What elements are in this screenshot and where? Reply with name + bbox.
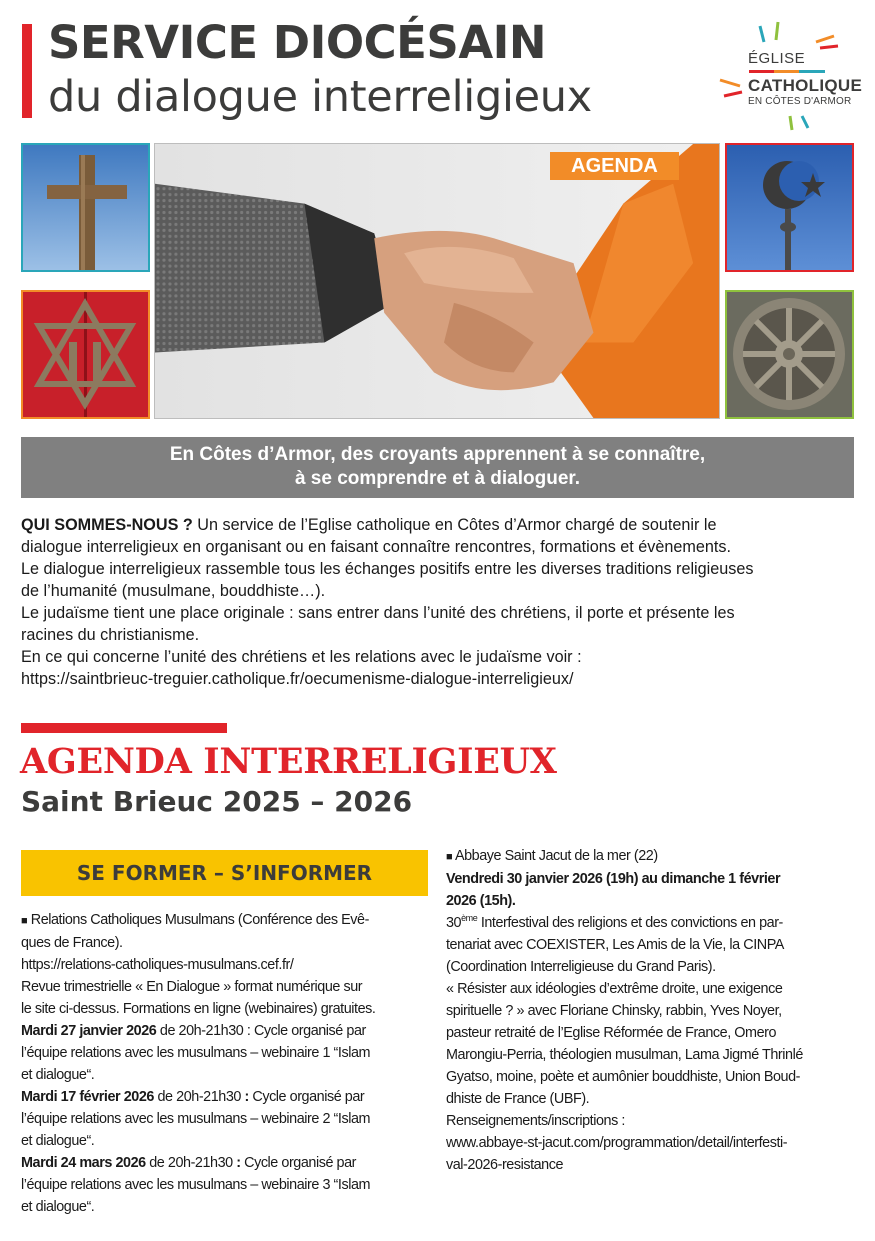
text-line: et dialogue“. (21, 1199, 95, 1215)
logo-line-2: CATHOLIQUE (748, 76, 863, 95)
text-line: Marongiu-Perria, théologien musulman, Lama Jigmé Thrinlé (446, 1047, 803, 1063)
event-date: Vendredi 30 janvier 2026 (19h) au dimanche 1 février (446, 871, 781, 887)
agenda-subtitle: Saint Brieuc 2025 – 2026 (21, 785, 413, 818)
dharma-wheel-photo (725, 290, 854, 419)
logo-line-1: ÉGLISE (748, 50, 806, 67)
text-line: ■ Abbaye Saint Jacut de la mer (22) (446, 848, 658, 864)
abbaye-link[interactable]: val-2026-resistance (446, 1157, 564, 1173)
agenda-rule (21, 723, 227, 733)
event-date: Mardi 17 février 2026 (21, 1089, 154, 1105)
text-line: Gyatso, moine, poète et aumônier bouddhiste, Union Boud- (446, 1069, 800, 1085)
square-bullet-icon: ■ (446, 851, 453, 863)
intro-line: racines du christianisme. (21, 626, 200, 644)
page-subtitle: du dialogue interreligieux (48, 72, 592, 122)
event-date: 2026 (15h). (446, 893, 516, 909)
event-line: Mardi 24 mars 2026 de 20h-21h30 : Cycle organisé par (21, 1155, 357, 1171)
text-line: ■ Relations Catholiques Musulmans (Conférence des Evê- (21, 912, 369, 928)
right-column (446, 845, 856, 1176)
text-line: l’équipe relations avec les musulmans – webinaire 3 “Islam (21, 1177, 371, 1193)
text-line: ques de France). (21, 935, 123, 951)
logo-color-line (749, 70, 825, 73)
event-line: Mardi 27 janvier 2026 de 20h-21h30 : Cycle organisé par (21, 1023, 366, 1039)
event-date: Mardi 27 janvier 2026 (21, 1023, 157, 1039)
intro-text (21, 514, 857, 690)
text-line: 30ème Interfestival des religions et des convictions en par- (446, 913, 783, 931)
cross-photo (21, 143, 150, 272)
text-line: l’équipe relations avec les musulmans – webinaire 2 “Islam (21, 1111, 371, 1127)
agenda-title: AGENDA INTERRELIGIEUX (20, 741, 557, 782)
text-line: spirituelle ? » avec Floriane Chinsky, rabbin, Yves Noyer, (446, 1003, 782, 1019)
text-line: (Coordination Interreligieuse du Grand Paris). (446, 959, 716, 975)
event-line: Mardi 17 février 2026 de 20h-21h30 : Cycle organisé par (21, 1089, 365, 1105)
intro-line: Le judaïsme tient une place originale : sans entrer dans l’unité des chrétiens, il porte et présente les (21, 604, 735, 622)
crescent-star-photo (725, 143, 854, 272)
diocese-logo (716, 20, 866, 132)
text-line: Revue trimestrielle « En Dialogue » format numérique sur (21, 979, 363, 995)
left-column (21, 909, 431, 1218)
tagline-banner (21, 437, 854, 498)
text-line: pasteur retraité de l’Eglise Réformée de France, Omero (446, 1025, 777, 1041)
text-line: et dialogue“. (21, 1133, 95, 1149)
intro-label: QUI SOMMES-NOUS ? (21, 516, 193, 534)
page-title: SERVICE DIOCÉSAIN (48, 16, 547, 69)
intro-link[interactable]: https://saintbrieuc-treguier.catholique.fr/oecumenisme-dialogue-interreligieux/ (21, 670, 574, 688)
square-bullet-icon: ■ (21, 915, 28, 927)
abbaye-link[interactable]: www.abbaye-st-jacut.com/programmation/detail/interfesti- (446, 1135, 788, 1151)
intro-line: de l’humanité (musulmane, bouddhiste…). (21, 582, 326, 600)
intro-line: Le dialogue interreligieux rassemble tous les échanges positifs entre les diverses traditions religieuses (21, 560, 754, 578)
text-line: dhiste de France (UBF). (446, 1091, 590, 1107)
section-heading: SE FORMER – S’INFORMER (21, 850, 428, 896)
intro-line: QUI SOMMES-NOUS ? Un service de l’Eglise catholique en Côtes d’Armor chargé de soutenir le (21, 516, 717, 534)
agenda-tag: AGENDA (550, 152, 679, 180)
text-line: l’équipe relations avec les musulmans – webinaire 1 “Islam (21, 1045, 371, 1061)
star-of-david-photo (21, 290, 150, 419)
event-date: Mardi 24 mars 2026 (21, 1155, 146, 1171)
text-line: le site ci-dessus. Formations en ligne (webinaires) gratuites. (21, 1001, 376, 1017)
handshake-photo (154, 143, 720, 419)
text-line: et dialogue“. (21, 1067, 95, 1083)
text-line: « Résister aux idéologies d’extrême droite, une exigence (446, 981, 783, 997)
cef-link[interactable]: https://relations-catholiques-musulmans.cef.fr/ (21, 957, 294, 973)
text-line: tenariat avec COEXISTER, Les Amis de la Vie, la CINPA (446, 937, 784, 953)
text-line: Renseignements/inscriptions : (446, 1113, 625, 1129)
logo-line-3: EN CÔTES D'ARMOR (748, 96, 852, 107)
tagline-line-1: En Côtes d’Armor, des croyants apprennent à se connaître, (169, 444, 706, 465)
tagline-line-2: à se comprendre et à dialoguer. (294, 468, 581, 489)
intro-line: En ce qui concerne l’unité des chrétiens et les relations avec le judaïsme voir : (21, 648, 582, 666)
intro-line: dialogue interreligieux en organisant ou en faisant connaître rencontres, formations et évènements. (21, 538, 731, 556)
title-accent-bar (22, 24, 32, 118)
